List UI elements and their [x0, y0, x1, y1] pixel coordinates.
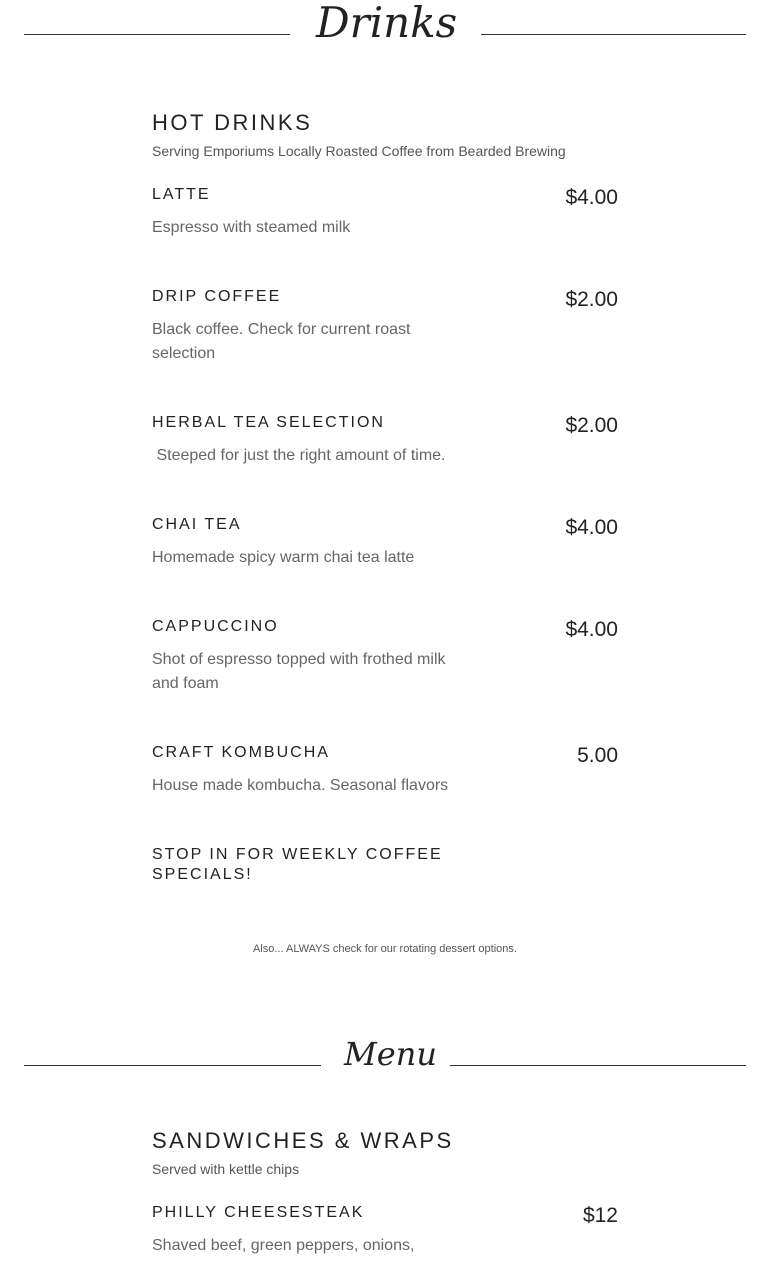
item-description: Black coffee. Check for current roast selection [152, 321, 411, 362]
item-name: DRIP COFFEE [152, 288, 282, 305]
menu-divider [24, 1032, 746, 1072]
item-price: $4.00 [565, 618, 618, 641]
divider-rule-left [24, 34, 290, 35]
section-title-sandwiches: SANDWICHES & WRAPS [152, 1128, 454, 1153]
item-description: Steeped for just the right amount of time. [152, 447, 446, 464]
item-name: CAPPUCCINO [152, 618, 279, 635]
weekly-specials-callout: STOP IN FOR WEEKLY COFFEE SPECIALS! [152, 846, 443, 883]
item-name: PHILLY CHEESESTEAK [152, 1204, 365, 1221]
item-name: CRAFT KOMBUCHA [152, 744, 330, 761]
divider-rule-left [24, 1065, 321, 1066]
item-name: HERBAL TEA SELECTION [152, 414, 385, 431]
item-name: CHAI TEA [152, 516, 242, 533]
item-description: Shot of espresso topped with frothed milk and foam [152, 651, 446, 692]
divider-rule-right [450, 1065, 746, 1066]
item-description: House made kombucha. Seasonal flavors [152, 777, 449, 794]
item-price: $4.00 [565, 516, 618, 539]
drinks-divider [24, 0, 746, 47]
item-price: 5.00 [577, 744, 618, 767]
item-price: $2.00 [565, 288, 618, 311]
dessert-note: Also... ALWAYS check for our rotating dessert options. [253, 943, 517, 955]
section-subtitle-hot-drinks: Serving Emporiums Locally Roasted Coffee from Bearded Brewing [152, 143, 566, 159]
drinks-script-title: Drinks [316, 0, 458, 47]
item-name: LATTE [152, 186, 211, 203]
divider-rule-right [481, 34, 746, 35]
item-price: $2.00 [565, 414, 618, 437]
item-price: $12 [582, 1204, 618, 1227]
section-subtitle-sandwiches: Served with kettle chips [152, 1161, 300, 1177]
item-description: Homemade spicy warm chai tea latte [152, 549, 415, 566]
item-description: Espresso with steamed milk [152, 219, 351, 236]
item-description: Shaved beef, green peppers, onions, [152, 1237, 415, 1254]
menu-script-title: Menu [344, 1035, 437, 1073]
item-price: $4.00 [565, 186, 618, 209]
section-title-hot-drinks: HOT DRINKS [152, 110, 313, 135]
